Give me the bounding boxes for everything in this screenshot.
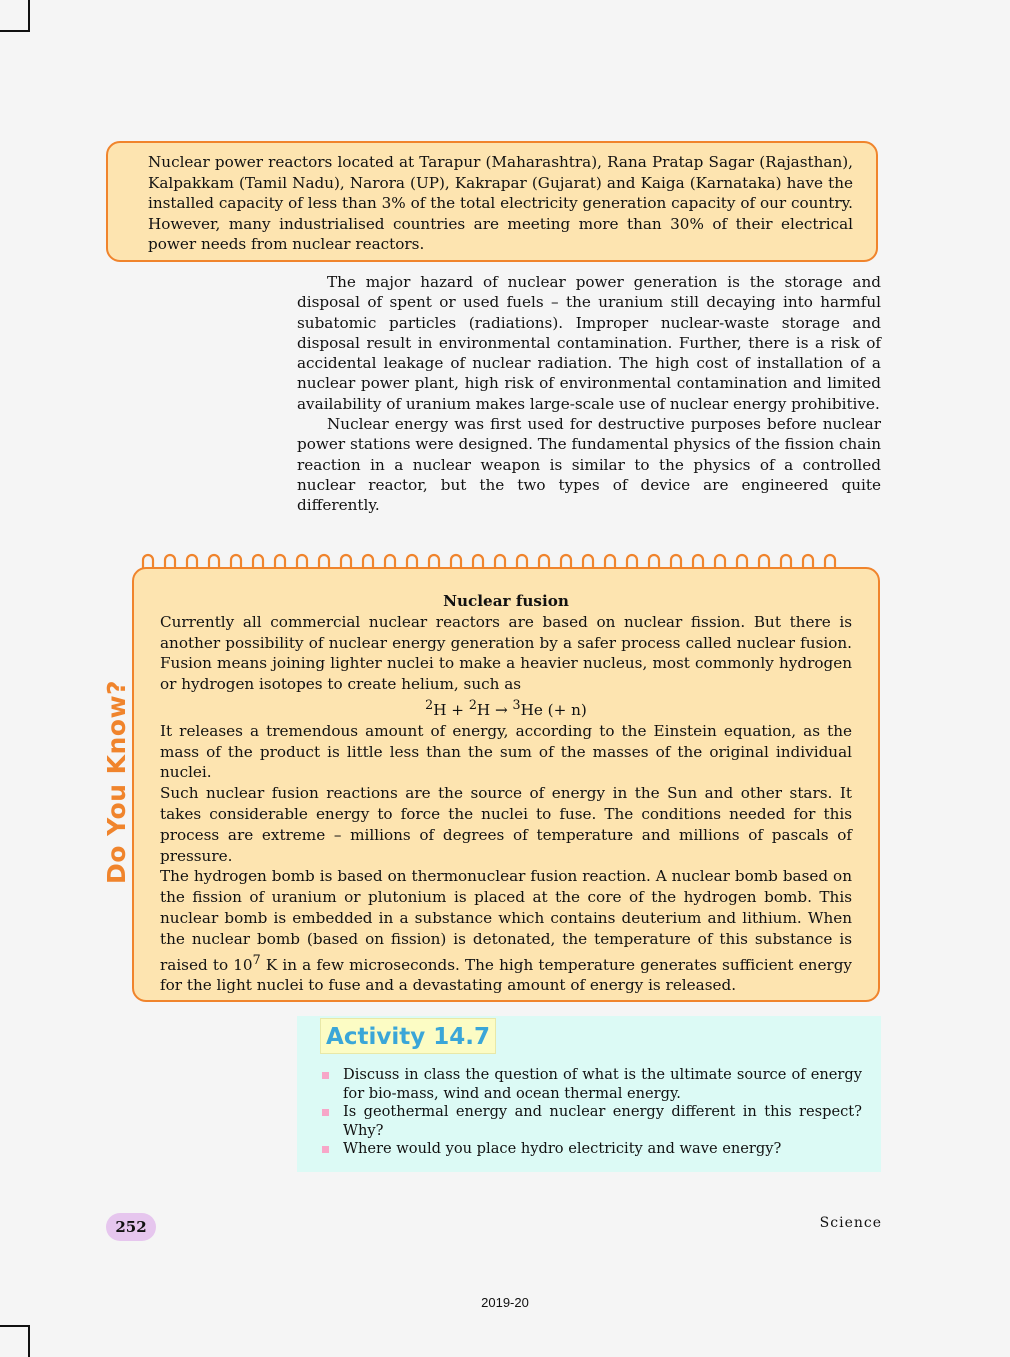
fusion-equation: $^2$H + $^2$H → $^3$He (+ n) <box>425 696 587 720</box>
activity-title: Activity 14.7 <box>320 1018 496 1054</box>
subject-label: Science <box>819 1215 882 1231</box>
do-you-know-side-label: Do You Know? <box>102 679 131 884</box>
fusion-paragraph-2: It releases a tremendous amount of energy, according to the Einstein equation, as the mass of the product is little less than the sum of the masses of the original individual nuclei. <box>160 721 852 782</box>
bullet-icon <box>322 1072 329 1079</box>
activity-item: Where would you place hydro electricity and wave energy? <box>322 1140 862 1159</box>
fusion-paragraph-3: Such nuclear fusion reactions are the source of energy in the Sun and other stars. It takes considerable energy to force the nuclei to fuse. The conditions needed for this process are extreme – millions of degrees of temperature and millions of pascals of pressure. <box>160 784 852 865</box>
page-number-badge: 252 <box>106 1213 156 1241</box>
fusion-paragraph-4: The hydrogen bomb is based on thermonuclear fusion reaction. A nuclear bomb based on the fission of uranium or plutonium is placed at the core of the hydrogen bomb. This nuclear bomb is embedded in a substance which contains deuterium and lithium. When the nuclear bomb (based on fission) is detonated, the temperature of this substance is raised to $10^7$ K in a few microseconds. The high temperature generates sufficient energy for the light nuclei to fuse and a devastating amount of energy is released. <box>160 867 852 995</box>
bullet-icon <box>322 1109 329 1116</box>
bullet-icon <box>322 1146 329 1153</box>
activity-list <box>322 1066 862 1159</box>
crop-mark-bottom-left <box>0 1325 30 1357</box>
crop-mark-top-left <box>0 0 30 32</box>
activity-item: Is geothermal energy and nuclear energy different in this respect? Why? <box>322 1103 862 1140</box>
intro-box-text: Nuclear power reactors located at Tarapur (Maharashtra), Rana Pratap Sagar (Rajasthan), Kalpakkam (Tamil Nadu), Narora (UP), Kakrapar (Gujarat) and Kaiga (Karnataka) have the installed capacity of less than 3% of the total electricity generation capacity of our country. However, many industrialised countries are meeting more than 30% of their electrical power needs from nuclear reactors. <box>148 153 853 254</box>
fusion-paragraph-1: Currently all commercial nuclear reactors are based on nuclear fission. But there is another possibility of nuclear energy generation by a safer process called nuclear fusion. Fusion means joining lighter nuclei to make a heavier nucleus, most commonly hydrogen or hydrogen isotopes to create helium, such as <box>160 612 852 694</box>
body-paragraph-2: Nuclear energy was first used for destructive purposes before nuclear power stations were designed. The fundamental physics of the fission chain reaction in a nuclear weapon is similar to the physics of a controlled nuclear reactor, but the two types of device are engineered quite differently. <box>297 415 881 515</box>
activity-item: Discuss in class the question of what is the ultimate source of energy for bio-mass, wind and ocean thermal energy. <box>322 1066 862 1103</box>
main-body-text <box>297 272 881 516</box>
edition-year: 2019-20 <box>481 1295 529 1310</box>
body-paragraph-1: The major hazard of nuclear power generation is the storage and disposal of spent or used fuels – the uranium still decaying into harmful subatomic particles (radiations). Improper nuclear-waste storage and disposal result in environmental contamination. Further, there is a risk of accidental leakage of nuclear radiation. The high cost of installation of a nuclear power plant, high risk of environmental contamination and limited availability of uranium makes large-scale use of nuclear energy prohibitive. <box>297 273 881 413</box>
do-you-know-content <box>160 591 852 996</box>
intro-info-box <box>106 141 878 262</box>
box-title: Nuclear fusion <box>443 592 569 610</box>
